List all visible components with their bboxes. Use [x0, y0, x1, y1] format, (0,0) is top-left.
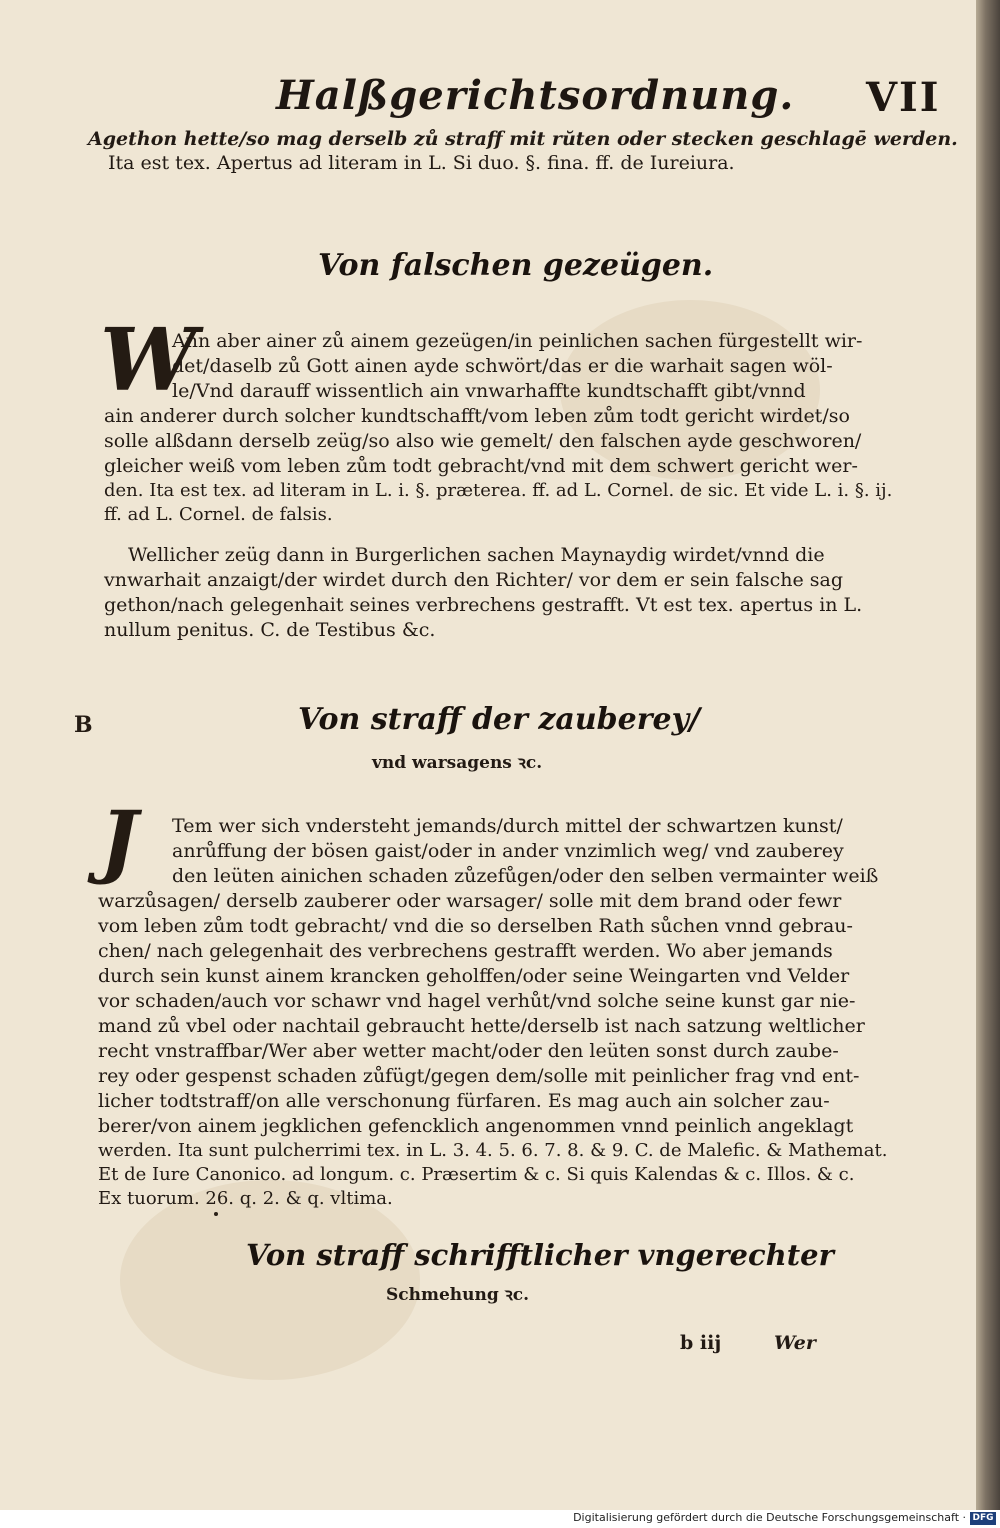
digitization-footer	[0, 1510, 1000, 1528]
text-line: mand zů vbel oder nachtail gebraucht hette/derselb ist nach satzung weltlicher	[98, 1015, 865, 1037]
running-head-title: Halßgerichtsordnung.	[276, 72, 795, 119]
text-line: Agethon hette/so mag derselb zů straff mit rŭten oder stecken geschlagē werden.	[88, 128, 958, 150]
text-line: Ita est tex. Apertus ad literam in L. Si duo. §. fina. ff. de Iureiura.	[108, 152, 735, 174]
text-line: werden. Ita sunt pulcherrimi tex. in L. 3. 4. 5. 6. 7. 8. & 9. C. de Malefic. & Mathemat.	[98, 1140, 888, 1161]
text-line: gleicher weiß vom leben zům todt gebracht/vnd mit dem schwert gericht wer-	[104, 455, 858, 477]
section-heading-false-witnesses: Von falschen gezeügen.	[318, 248, 714, 283]
text-line: rey oder gespenst schaden zůfügt/gegen dem/solle mit peinlicher frag vnd ent-	[98, 1065, 860, 1087]
dfg-logo-icon: DFG	[970, 1512, 996, 1525]
text-line: Et de Iure Canonico. ad longum. c. Præsertim & c. Si quis Kalendas & c. Illos. & c.	[98, 1164, 855, 1185]
ink-dot	[214, 1212, 218, 1216]
section-subheading: Schmehung ꝛc.	[386, 1285, 530, 1305]
text-line: ain anderer durch solcher kundtschafft/vom leben zům todt gericht wirdet/so	[104, 405, 850, 427]
text-line: Wellicher zeüg dann in Burgerlichen sachen Maynaydig wirdet/vnnd die	[128, 544, 825, 566]
decorated-initial: W	[100, 310, 197, 411]
text-line: det/daselb zů Gott ainen ayde schwört/das er die warhait sagen wöl-	[172, 355, 833, 377]
section-heading-sorcery: Von straff der zauberey/	[298, 702, 700, 737]
text-line: recht vnstraffbar/Wer aber wetter macht/oder den leüten sonst durch zaube-	[98, 1040, 839, 1062]
text-line: Tem wer sich vndersteht jemands/durch mittel der schwartzen kunst/	[172, 815, 843, 837]
text-line: warzůsagen/ derselb zauberer oder warsager/ solle mit dem brand oder fewr	[98, 890, 842, 912]
text-line: chen/ nach gelegenhait des verbrechens gestrafft werden. Wo aber jemands	[98, 940, 833, 962]
text-line: durch sein kunst ainem krancken geholffen/oder seine Weingarten vnd Velder	[98, 965, 850, 987]
text-line: solle alßdann derselb zeüg/so also wie gemelt/ den falschen ayde geschworen/	[104, 430, 862, 452]
decorated-initial: J	[100, 793, 138, 887]
section-subheading: vnd warsagens ꝛc.	[372, 753, 543, 773]
text-line: Ann aber ainer zů ainem gezeügen/in peinlichen sachen fürgestellt wir-	[172, 330, 863, 352]
catchword: Wer	[774, 1332, 816, 1354]
text-line: licher todtstraff/on alle verschonung fürfaren. Es mag auch ain solcher zau-	[98, 1090, 830, 1112]
folio-number: VII	[866, 74, 941, 121]
signature-mark: b iij	[680, 1332, 722, 1354]
text-line: le/Vnd darauff wissentlich ain vnwarhaffte kundtschafft gibt/vnnd	[172, 380, 806, 402]
book-fore-edge	[976, 0, 1000, 1510]
text-line: anrůffung der bösen gaist/oder in ander vnzimlich weg/ vnd zauberey	[172, 840, 844, 862]
text-line: nullum penitus. C. de Testibus &c.	[104, 619, 436, 641]
margin-letter: B	[74, 712, 93, 738]
text-line: berer/von ainem jegklichen gefencklich angenommen vnnd peinlich angeklagt	[98, 1115, 854, 1137]
section-heading-libel: Von straff schrifftlicher vngerechter	[246, 1238, 834, 1272]
text-line: vor schaden/auch vor schawr vnd hagel verhůt/vnd solche seine kunst gar nie-	[98, 990, 856, 1012]
text-line: vnwarhait anzaigt/der wirdet durch den Richter/ vor dem er sein falsche sag	[104, 569, 843, 591]
text-line: vom leben zům todt gebracht/ vnd die so derselben Rath sůchen vnnd gebrau-	[98, 915, 853, 937]
text-line: den. Ita est tex. ad literam in L. i. §. præterea. ff. ad L. Cornel. de sic. Et vide L. i. §. ij.	[104, 480, 893, 501]
text-line: gethon/nach gelegenhait seines verbrechens gestrafft. Vt est tex. apertus in L.	[104, 594, 863, 616]
text-line: ff. ad L. Cornel. de falsis.	[104, 504, 333, 525]
text-line: den leüten ainichen schaden zůzefůgen/oder den selben vermainter weiß	[172, 865, 879, 887]
text-line: Ex tuorum. 26. q. 2. & q. vltima.	[98, 1188, 393, 1209]
footer-credit-text: Digitalisierung gefördert durch die Deutsche Forschungsgemeinschaft ·	[573, 1511, 966, 1524]
